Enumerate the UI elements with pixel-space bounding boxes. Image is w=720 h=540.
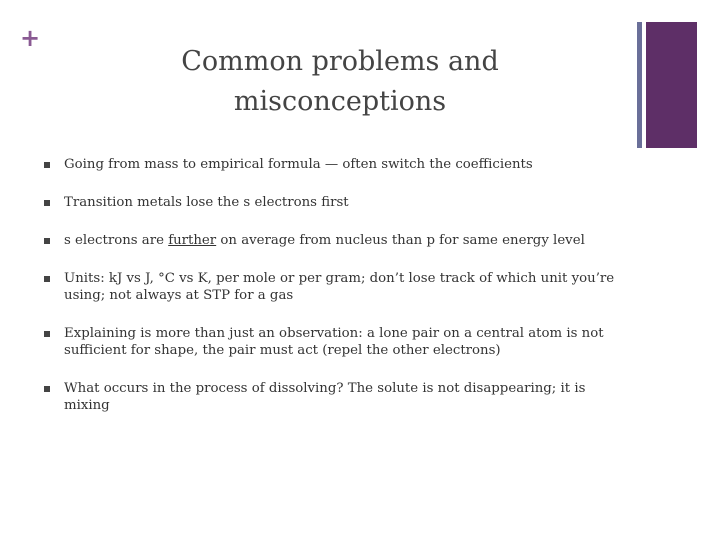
accent-bar-thick <box>646 22 697 148</box>
bullet-text-pre: s electrons are <box>64 233 169 248</box>
accent-bar-thin <box>637 22 642 148</box>
bullet-text: Transition metals lose the s electrons first <box>64 195 349 210</box>
slide-title-line-1: Common problems and <box>181 46 499 77</box>
square-bullet-icon <box>44 331 50 337</box>
bullet-text: What occurs in the process of dissolving? The solute is not disappearing; it is mixing <box>64 381 586 413</box>
bullet-item <box>44 156 634 173</box>
bullet-list <box>44 156 634 414</box>
underlined-word: further <box>168 233 217 248</box>
square-bullet-icon <box>44 276 50 282</box>
bullet-text <box>64 233 585 248</box>
bullet-item <box>44 325 634 359</box>
bullet-item <box>44 232 634 249</box>
slide-title <box>120 42 560 122</box>
plus-icon: + <box>20 24 41 52</box>
bullet-item <box>44 270 634 304</box>
bullet-item <box>44 194 634 211</box>
bullet-text: Explaining is more than just an observation: a lone pair on a central atom is not sufficient for shape, the pair must act (repel the other electrons) <box>64 326 604 358</box>
bullet-text: Going from mass to empirical formula — often switch the coefficients <box>64 157 533 172</box>
square-bullet-icon <box>44 386 50 392</box>
bullet-text: Units: kJ vs J, °C vs K, per mole or per gram; don’t lose track of which unit you’re using; not always at STP for a gas <box>64 271 615 303</box>
square-bullet-icon <box>44 200 50 206</box>
bullet-text-post: on average from nucleus than p for same energy level <box>216 233 585 248</box>
square-bullet-icon <box>44 162 50 168</box>
bullet-item <box>44 380 634 414</box>
slide-title-line-2: misconceptions <box>233 86 447 117</box>
square-bullet-icon <box>44 238 50 244</box>
